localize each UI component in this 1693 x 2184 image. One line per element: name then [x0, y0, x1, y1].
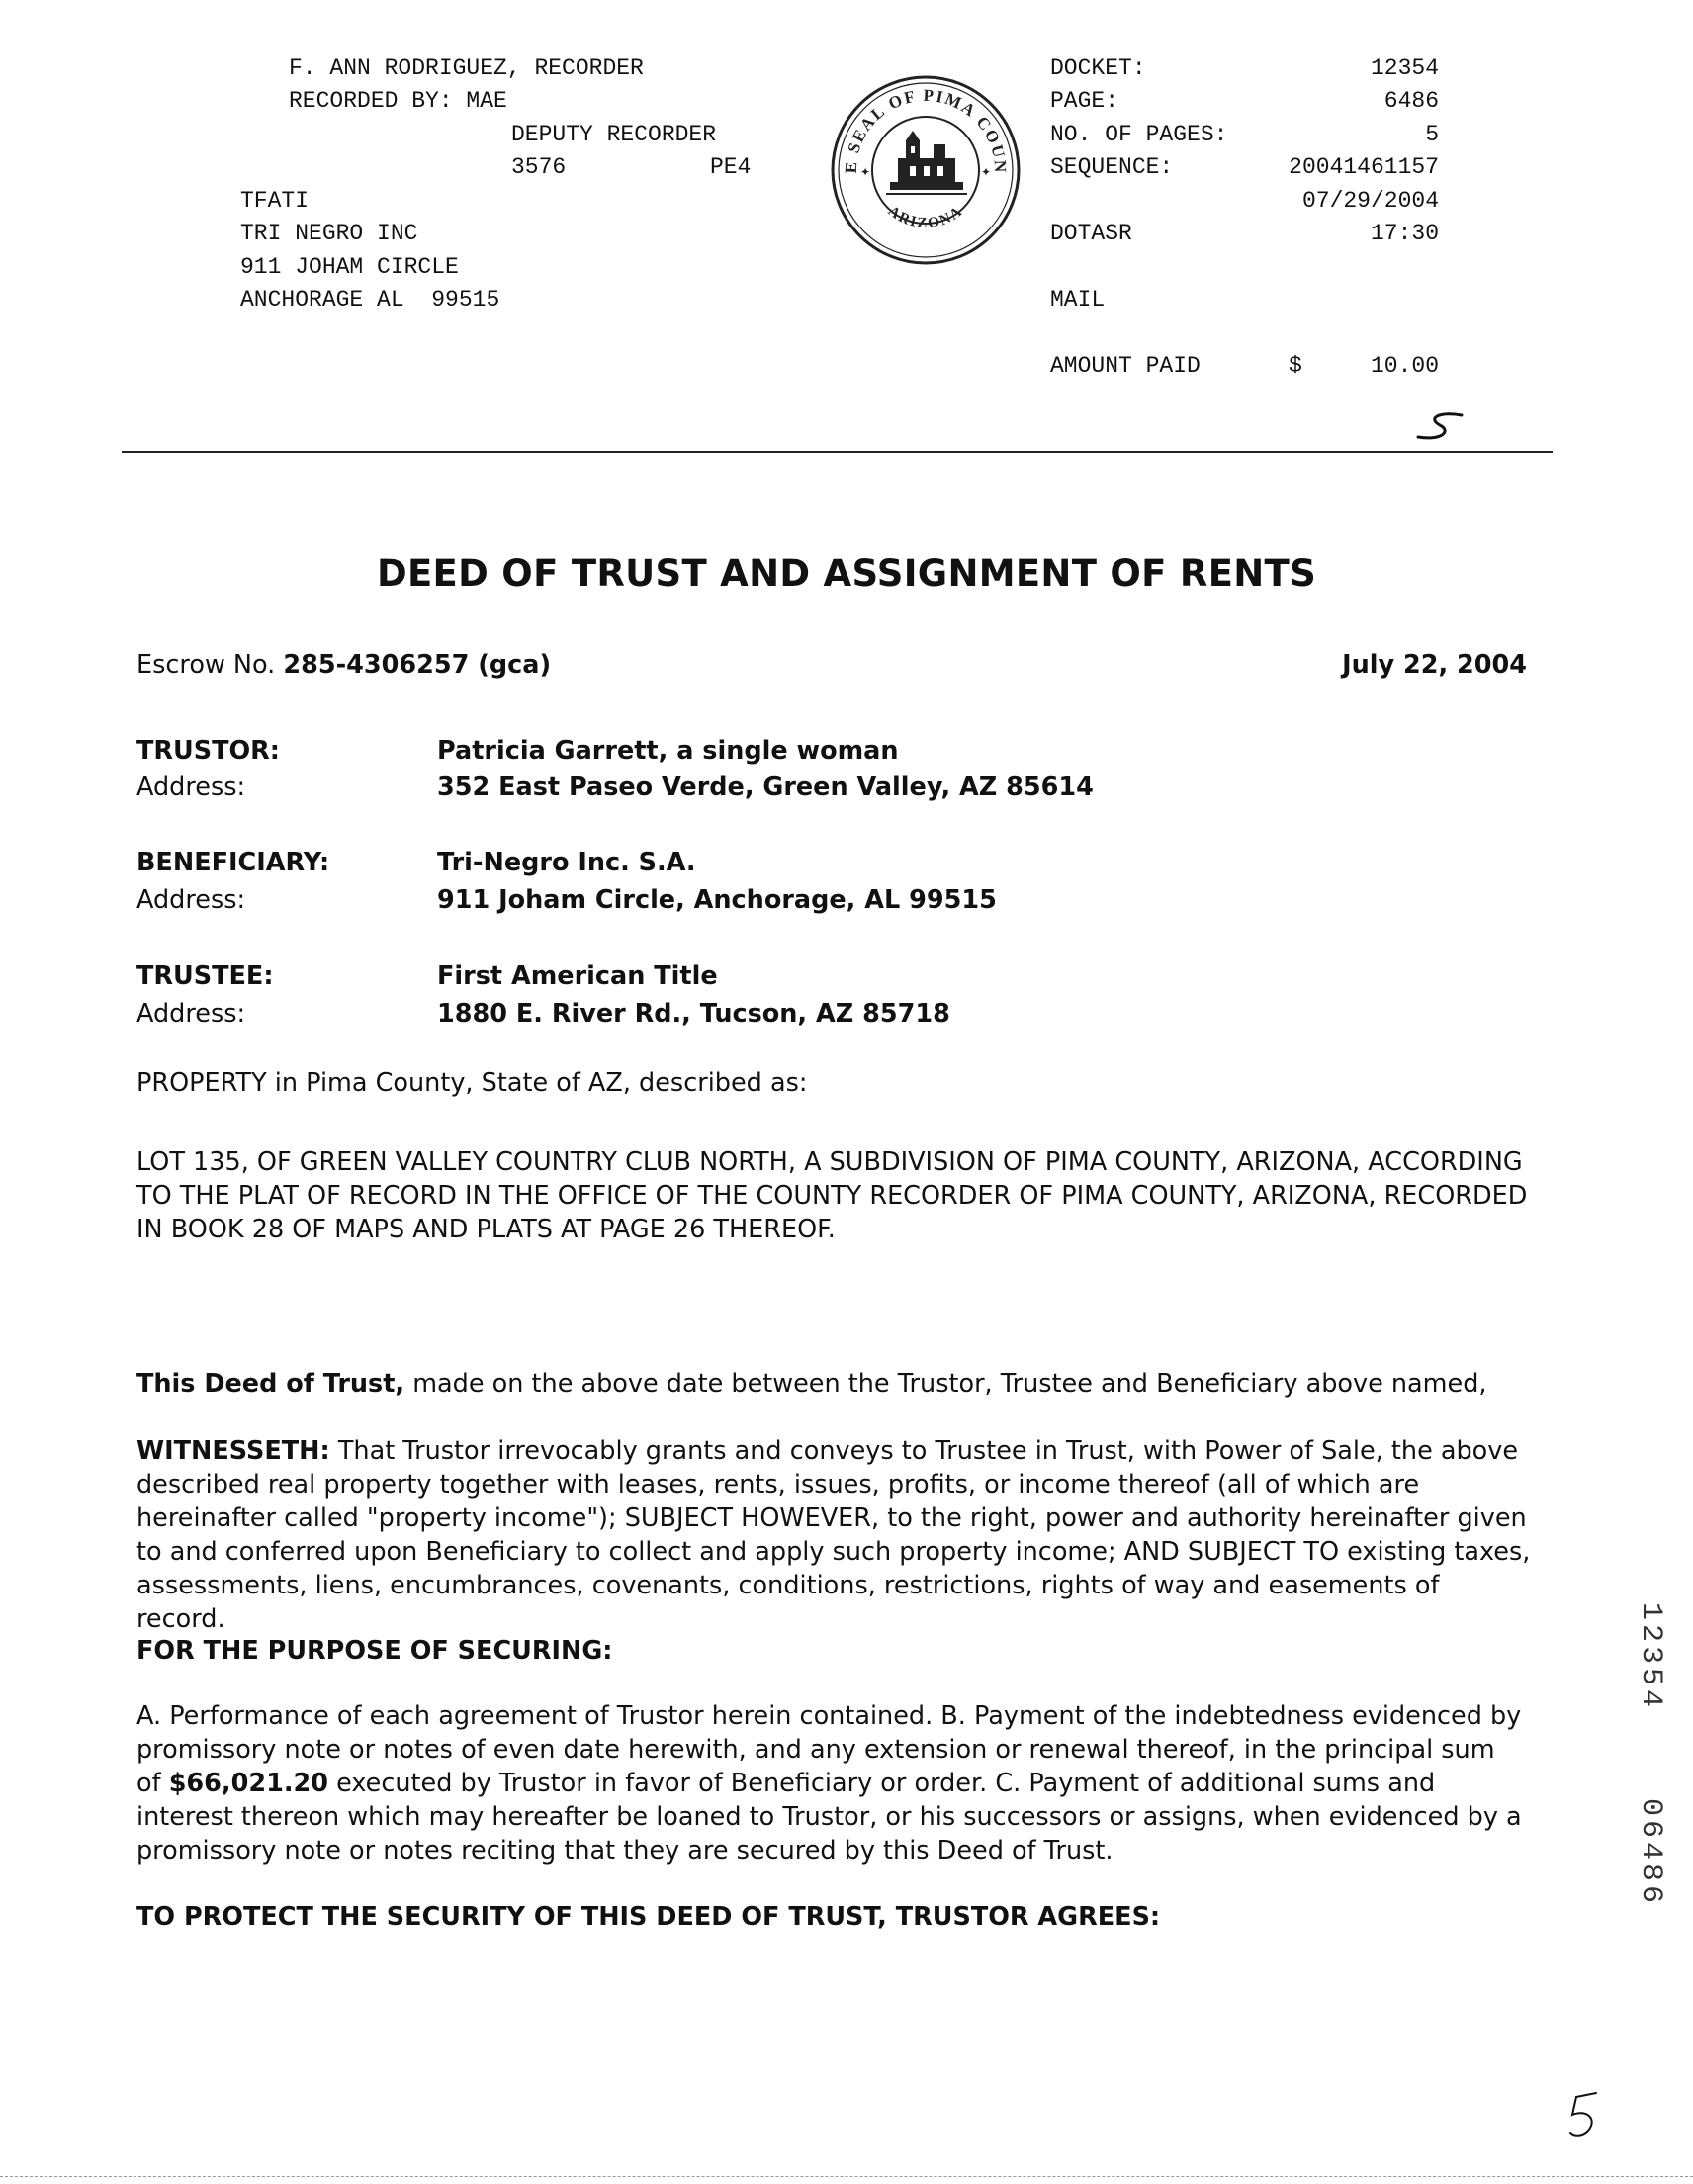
purpose-heading: FOR THE PURPOSE OF SECURING: — [136, 1636, 613, 1666]
return-code: TFATI — [240, 188, 310, 214]
trustee-name: First American Title — [437, 961, 718, 991]
trustee-address-label: Address: — [136, 999, 246, 1029]
sequence-value: 20041461157 — [1289, 154, 1439, 180]
document-title: DEED OF TRUST AND ASSIGNMENT OF RENTS — [376, 552, 1317, 594]
deputy-recorder: DEPUTY RECORDER — [511, 122, 717, 147]
page-value: 6486 — [1383, 88, 1439, 114]
trustee-address: 1880 E. River Rd., Tucson, AZ 85718 — [437, 999, 950, 1029]
docket-value: 12354 — [1370, 55, 1439, 81]
recorder-name: F. ANN RODRIGUEZ, RECORDER — [289, 55, 644, 81]
margin-stamp — [1622, 1602, 1681, 2018]
property-intro: PROPERTY in Pima County, State of AZ, described as: — [136, 1068, 808, 1098]
mail-label: MAIL — [1050, 287, 1106, 313]
amount-value: 10.00 — [1370, 353, 1439, 379]
principal-amount: $66,021.20 — [168, 1769, 329, 1798]
recorded-by: RECORDED BY: MAE — [289, 88, 507, 114]
handwritten-page-number — [1562, 2087, 1612, 2151]
deed-intro-bold: This Deed of Trust, — [136, 1369, 405, 1399]
header-divider — [122, 451, 1553, 453]
trustor-address-label: Address: — [136, 773, 246, 802]
svg-text:ARIZONA — [885, 203, 966, 231]
witnesseth-text: That Trustor irrevocably grants and conveys to Trustee in Trust, with Power of Sale, the above described real property together with leases, rents, issues, profits, or income thereof (all of which are hereinafter called "property income"); SUBJECT HOWEVER, to the right, power and authority hereinafter given to and conferred upon Beneficiary to collect and apply such property income; AND SUBJECT TO existing taxes, assessments, liens, encumbrances, covenants, conditions, restrictions, rights of way and easements of record. — [136, 1436, 1531, 1634]
docket-label: DOCKET: — [1050, 55, 1146, 81]
beneficiary-label: BENEFICIARY: — [136, 848, 330, 877]
handwritten-mark — [1412, 408, 1471, 452]
svg-text:✦: ✦ — [860, 165, 871, 179]
deed-intro-text: made on the above date between the Trustor, Trustee and Beneficiary above named, — [404, 1369, 1487, 1399]
record-time: 17:30 — [1370, 221, 1439, 246]
purpose-text-1: A. Performance of each agreement of Trustor herein contained. B. Payment of the indebtedness evidenced by promissory note or notes of even date herewith, and any extension or renewal thereof, in the principal sum of — [136, 1701, 1522, 1798]
return-street: 911 JOHAM CIRCLE — [240, 254, 459, 280]
return-company: TRI NEGRO INC — [240, 221, 418, 246]
trustor-label: TRUSTOR: — [136, 736, 281, 766]
dotasr-label: DOTASR — [1050, 221, 1132, 246]
beneficiary-address: 911 Joham Circle, Anchorage, AL 99515 — [437, 885, 997, 915]
escrow-line — [136, 648, 551, 682]
seal-top-text: E SEAL OF PIMA COUN — [841, 85, 1011, 175]
trustee-label: TRUSTEE: — [136, 961, 274, 991]
beneficiary-name: Tri-Negro Inc. S.A. — [437, 848, 696, 877]
witnesseth-label: WITNESSETH: — [136, 1436, 330, 1466]
escrow-number: 285-4306257 (gca) — [283, 650, 552, 680]
witnesseth-paragraph — [136, 1434, 1531, 1636]
purpose-text-2: executed by Trustor in favor of Beneficiary or order. C. Payment of additional sums and interest thereon which may hereafter be loaned to Trustor, or his successors or assigns, when evidenced by a promissory note or notes reciting that they are secured by this Deed of Trust. — [136, 1769, 1522, 1866]
amount-label: AMOUNT PAID — [1050, 353, 1201, 379]
trustor-name: Patricia Garrett, a single woman — [437, 736, 899, 766]
pages-value: 5 — [1425, 122, 1439, 147]
pima-county-seal — [829, 73, 1023, 267]
trustor-address: 352 East Paseo Verde, Green Valley, AZ 85614 — [437, 773, 1094, 802]
recorder-code: 3576 — [511, 154, 567, 180]
seal-bottom-text: ARIZONA — [884, 203, 967, 232]
svg-text:✦: ✦ — [981, 165, 992, 179]
return-city: ANCHORAGE AL 99515 — [240, 287, 500, 313]
deed-intro-paragraph — [136, 1367, 1541, 1401]
sequence-label: SEQUENCE: — [1050, 154, 1174, 180]
property-legal-description: LOT 135, OF GREEN VALLEY COUNTRY CLUB NORTH, A SUBDIVISION OF PIMA COUNTY, ARIZONA, ACCORDING TO THE PLAT OF RECORD IN THE OFFICE OF THE COUNTY RECORDER OF PIMA COUNTY, ARIZONA, RECORDED IN BOOK 28 OF MAPS AND PLATS AT PAGE 26 THEREOF. — [136, 1147, 1528, 1244]
pages-label: NO. OF PAGES: — [1050, 122, 1228, 147]
escrow-date: July 22, 2004 — [1342, 650, 1527, 680]
beneficiary-address-label: Address: — [136, 885, 246, 915]
record-date: 07/29/2004 — [1301, 188, 1439, 214]
margin-stamp-text: 12354 06486 — [1634, 1602, 1667, 1908]
purpose-paragraph — [136, 1699, 1526, 1867]
escrow-label: Escrow No. — [136, 650, 276, 680]
scan-bottom-edge — [0, 2176, 1693, 2177]
protect-heading: TO PROTECT THE SECURITY OF THIS DEED OF TRUST, TRUSTOR AGREES: — [136, 1902, 1161, 1932]
page-label: PAGE: — [1050, 88, 1119, 114]
currency-symbol: $ — [1289, 353, 1302, 379]
recorder-code-2: PE4 — [710, 154, 752, 180]
